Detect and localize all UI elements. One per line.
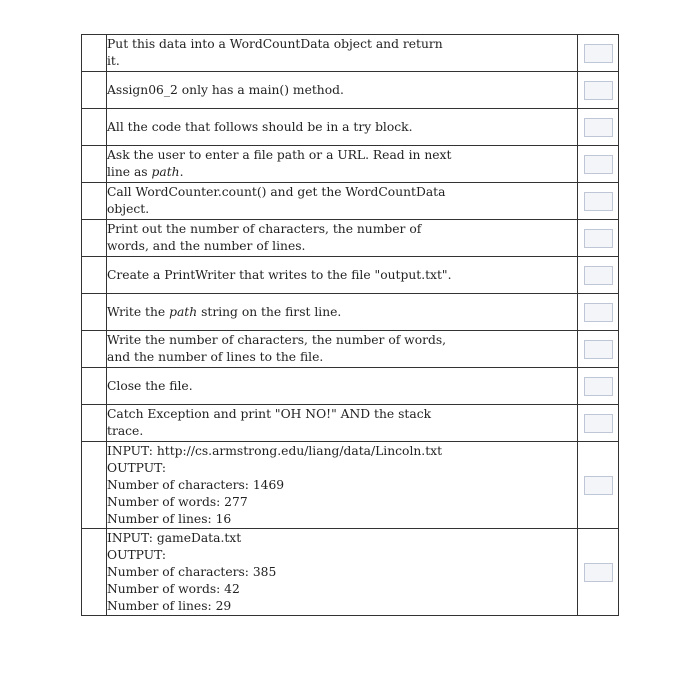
check-cell	[578, 183, 619, 220]
table-row	[82, 442, 619, 529]
rubric-table	[81, 34, 619, 616]
checkbox[interactable]	[584, 81, 613, 100]
blank-cell	[82, 529, 107, 616]
blank-cell	[82, 183, 107, 220]
check-cell	[578, 405, 619, 442]
table-row	[82, 368, 619, 405]
instruction-cell: Ask the user to enter a file path or a URL. Read in next line as path.	[107, 146, 578, 183]
blank-cell	[82, 331, 107, 368]
blank-cell	[82, 109, 107, 146]
table-row	[82, 146, 619, 183]
check-cell	[578, 109, 619, 146]
table-row	[82, 35, 619, 72]
instruction-cell: All the code that follows should be in a try block.	[107, 109, 578, 146]
instruction-cell: Write the path string on the first line.	[107, 294, 578, 331]
instruction-cell: Call WordCounter.count() and get the WordCountData object.	[107, 183, 578, 220]
instruction-cell: Catch Exception and print "OH NO!" AND the stack trace.	[107, 405, 578, 442]
check-cell	[578, 368, 619, 405]
checkbox[interactable]	[584, 563, 613, 582]
blank-cell	[82, 220, 107, 257]
blank-cell	[82, 294, 107, 331]
blank-cell	[82, 405, 107, 442]
table-row	[82, 257, 619, 294]
blank-cell	[82, 35, 107, 72]
instruction-cell: Assign06_2 only has a main() method.	[107, 72, 578, 109]
table-row	[82, 109, 619, 146]
checkbox[interactable]	[584, 118, 613, 137]
check-cell	[578, 331, 619, 368]
table-row	[82, 331, 619, 368]
blank-cell	[82, 368, 107, 405]
instruction-cell: Put this data into a WordCountData object and return it.	[107, 35, 578, 72]
table-row	[82, 183, 619, 220]
instruction-cell: Create a PrintWriter that writes to the file "output.txt".	[107, 257, 578, 294]
table-row	[82, 529, 619, 616]
checkbox[interactable]	[584, 44, 613, 63]
checkbox[interactable]	[584, 192, 613, 211]
check-cell	[578, 220, 619, 257]
checkbox[interactable]	[584, 476, 613, 495]
check-cell	[578, 257, 619, 294]
check-cell	[578, 146, 619, 183]
blank-cell	[82, 257, 107, 294]
checkbox[interactable]	[584, 340, 613, 359]
check-cell	[578, 294, 619, 331]
instruction-cell: Print out the number of characters, the number of words, and the number of lines.	[107, 220, 578, 257]
table-row	[82, 294, 619, 331]
table-row	[82, 405, 619, 442]
test-case-cell: INPUT: http://cs.armstrong.edu/liang/data/Lincoln.txt OUTPUT: Number of characters: 1469 Number of words: 277 Number of lines: 16	[107, 442, 578, 529]
checkbox[interactable]	[584, 229, 613, 248]
check-cell	[578, 529, 619, 616]
table-row	[82, 72, 619, 109]
check-cell	[578, 35, 619, 72]
blank-cell	[82, 146, 107, 183]
blank-cell	[82, 72, 107, 109]
test-case-cell: INPUT: gameData.txt OUTPUT: Number of characters: 385 Number of words: 42 Number of lines: 29	[107, 529, 578, 616]
checkbox[interactable]	[584, 266, 613, 285]
check-cell	[578, 72, 619, 109]
checkbox[interactable]	[584, 377, 613, 396]
blank-cell	[82, 442, 107, 529]
table-row	[82, 220, 619, 257]
checkbox[interactable]	[584, 303, 613, 322]
checkbox[interactable]	[584, 414, 613, 433]
instruction-cell: Write the number of characters, the number of words, and the number of lines to the file.	[107, 331, 578, 368]
check-cell	[578, 442, 619, 529]
checkbox[interactable]	[584, 155, 613, 174]
instruction-cell: Close the file.	[107, 368, 578, 405]
